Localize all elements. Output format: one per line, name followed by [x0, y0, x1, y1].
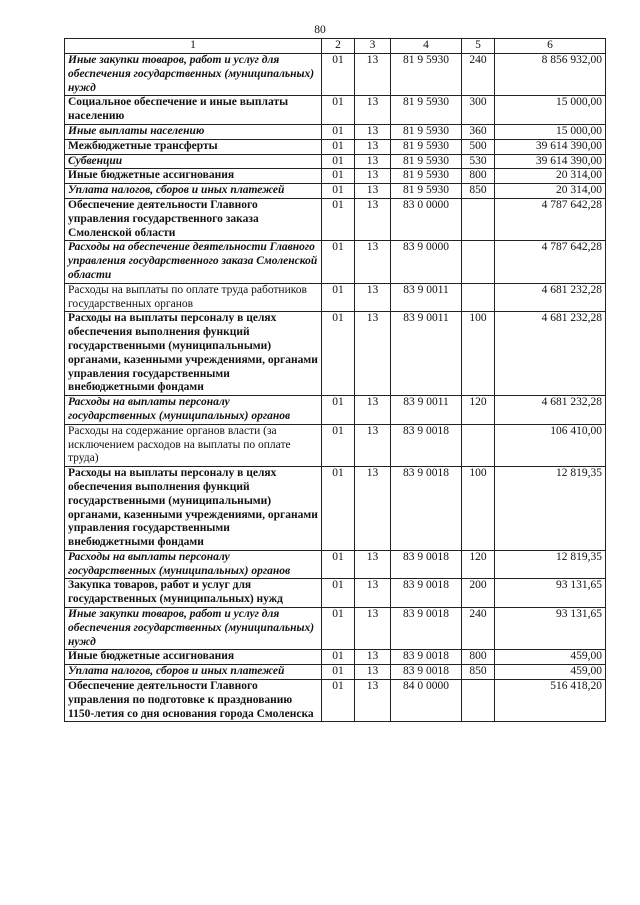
cell-amount: 12 819,35 [495, 550, 606, 579]
cell-target-code: 83 9 0011 [391, 283, 462, 312]
cell-target-code: 83 9 0018 [391, 650, 462, 665]
cell-name: Уплата налогов, сборов и иных платежей [65, 665, 322, 680]
cell-section: 01 [322, 608, 355, 650]
cell-section: 01 [322, 467, 355, 551]
cell-amount: 15 000,00 [495, 124, 606, 139]
cell-name: Иные закупки товаров, работ и услуг для обеспечения государственных (муниципальных) нужд [65, 608, 322, 650]
cell-subsection: 13 [355, 550, 391, 579]
table-row [65, 198, 606, 240]
cell-expense-type: 300 [462, 96, 495, 125]
cell-target-code: 83 9 0011 [391, 312, 462, 396]
cell-amount: 93 131,65 [495, 608, 606, 650]
cell-target-code: 83 9 0018 [391, 467, 462, 551]
cell-amount: 8 856 932,00 [495, 54, 606, 96]
cell-section: 01 [322, 124, 355, 139]
cell-section: 01 [322, 54, 355, 96]
cell-amount: 4 681 232,28 [495, 312, 606, 396]
header-col-2: 2 [322, 39, 355, 54]
cell-section: 01 [322, 241, 355, 283]
cell-section: 01 [322, 169, 355, 184]
table-row [65, 139, 606, 154]
cell-section: 01 [322, 96, 355, 125]
cell-name: Расходы на содержание органов власти (за исключением расходов на выплаты по оплате труда) [65, 424, 322, 466]
page-number: 80 [314, 24, 326, 36]
table-row [65, 169, 606, 184]
cell-name: Обеспечение деятельности Главного управления государственного заказа Смоленской области [65, 198, 322, 240]
cell-subsection: 13 [355, 169, 391, 184]
cell-target-code: 83 9 0011 [391, 396, 462, 425]
cell-amount: 15 000,00 [495, 96, 606, 125]
cell-name: Иные закупки товаров, работ и услуг для обеспечения государственных (муниципальных) нужд [65, 54, 322, 96]
cell-amount: 4 681 232,28 [495, 396, 606, 425]
cell-section: 01 [322, 424, 355, 466]
budget-table [64, 38, 606, 722]
cell-section: 01 [322, 139, 355, 154]
cell-name: Расходы на выплаты персоналу государственных (муниципальных) органов [65, 396, 322, 425]
cell-expense-type [462, 283, 495, 312]
cell-expense-type: 500 [462, 139, 495, 154]
cell-target-code: 83 9 0018 [391, 665, 462, 680]
table-row [65, 54, 606, 96]
cell-target-code: 83 0 0000 [391, 198, 462, 240]
header-col-5: 5 [462, 39, 495, 54]
cell-target-code: 83 9 0000 [391, 241, 462, 283]
cell-target-code: 83 9 0018 [391, 424, 462, 466]
cell-expense-type: 800 [462, 169, 495, 184]
cell-name: Социальное обеспечение и иные выплаты населению [65, 96, 322, 125]
cell-name: Закупка товаров, работ и услуг для государственных (муниципальных) нужд [65, 579, 322, 608]
cell-target-code: 81 9 5930 [391, 96, 462, 125]
table-row [65, 467, 606, 551]
cell-subsection: 13 [355, 139, 391, 154]
table-row [65, 154, 606, 169]
cell-section: 01 [322, 680, 355, 722]
table-row [65, 312, 606, 396]
cell-target-code: 81 9 5930 [391, 124, 462, 139]
cell-subsection: 13 [355, 54, 391, 96]
table-row [65, 680, 606, 722]
cell-amount: 4 787 642,28 [495, 198, 606, 240]
header-col-4: 4 [391, 39, 462, 54]
cell-section: 01 [322, 665, 355, 680]
cell-name: Субвенции [65, 154, 322, 169]
cell-name: Обеспечение деятельности Главного управления по подготовке к празднованию 1150-летия со дня основания города Смоленска [65, 680, 322, 722]
cell-amount: 20 314,00 [495, 184, 606, 199]
cell-expense-type: 200 [462, 579, 495, 608]
table-row [65, 550, 606, 579]
cell-name: Уплата налогов, сборов и иных платежей [65, 184, 322, 199]
cell-expense-type [462, 680, 495, 722]
cell-expense-type: 100 [462, 467, 495, 551]
cell-name: Расходы на выплаты персоналу в целях обеспечения выполнения функций государственными (муниципальными) органами, казенными учреждениями, органами управления государственными внебюджетными фондами [65, 312, 322, 396]
cell-expense-type: 850 [462, 184, 495, 199]
cell-subsection: 13 [355, 198, 391, 240]
cell-expense-type: 800 [462, 650, 495, 665]
cell-expense-type: 240 [462, 608, 495, 650]
cell-target-code: 83 9 0018 [391, 550, 462, 579]
cell-subsection: 13 [355, 608, 391, 650]
cell-target-code: 81 9 5930 [391, 184, 462, 199]
cell-name: Расходы на выплаты по оплате труда работников государственных органов [65, 283, 322, 312]
cell-target-code: 81 9 5930 [391, 169, 462, 184]
table-row [65, 283, 606, 312]
table-row [65, 650, 606, 665]
cell-subsection: 13 [355, 184, 391, 199]
cell-subsection: 13 [355, 241, 391, 283]
cell-subsection: 13 [355, 467, 391, 551]
cell-subsection: 13 [355, 283, 391, 312]
cell-subsection: 13 [355, 424, 391, 466]
cell-amount: 4 681 232,28 [495, 283, 606, 312]
cell-subsection: 13 [355, 665, 391, 680]
cell-expense-type: 240 [462, 54, 495, 96]
header-row [65, 39, 606, 54]
table-row [65, 396, 606, 425]
table-row [65, 184, 606, 199]
cell-subsection: 13 [355, 154, 391, 169]
cell-section: 01 [322, 198, 355, 240]
cell-expense-type [462, 424, 495, 466]
cell-target-code: 83 9 0018 [391, 579, 462, 608]
table-row [65, 665, 606, 680]
cell-name: Межбюджетные трансферты [65, 139, 322, 154]
cell-subsection: 13 [355, 396, 391, 425]
cell-expense-type: 100 [462, 312, 495, 396]
cell-amount: 20 314,00 [495, 169, 606, 184]
cell-section: 01 [322, 396, 355, 425]
cell-amount: 459,00 [495, 665, 606, 680]
cell-expense-type: 120 [462, 550, 495, 579]
table-body [65, 54, 606, 722]
cell-section: 01 [322, 184, 355, 199]
table-row [65, 241, 606, 283]
cell-expense-type [462, 241, 495, 283]
cell-target-code: 81 9 5930 [391, 139, 462, 154]
cell-name: Иные бюджетные ассигнования [65, 650, 322, 665]
cell-amount: 12 819,35 [495, 467, 606, 551]
table-row [65, 608, 606, 650]
cell-section: 01 [322, 283, 355, 312]
cell-amount: 106 410,00 [495, 424, 606, 466]
cell-amount: 39 614 390,00 [495, 139, 606, 154]
cell-target-code: 81 9 5930 [391, 54, 462, 96]
cell-expense-type: 850 [462, 665, 495, 680]
cell-section: 01 [322, 550, 355, 579]
cell-name: Расходы на обеспечение деятельности Главного управления государственного заказа Смоленской области [65, 241, 322, 283]
cell-subsection: 13 [355, 650, 391, 665]
cell-section: 01 [322, 312, 355, 396]
header-col-1: 1 [65, 39, 322, 54]
header-col-6: 6 [495, 39, 606, 54]
cell-subsection: 13 [355, 124, 391, 139]
cell-target-code: 83 9 0018 [391, 608, 462, 650]
cell-amount: 39 614 390,00 [495, 154, 606, 169]
cell-subsection: 13 [355, 680, 391, 722]
table-row [65, 579, 606, 608]
cell-section: 01 [322, 579, 355, 608]
table-row [65, 424, 606, 466]
cell-name: Иные бюджетные ассигнования [65, 169, 322, 184]
cell-amount: 4 787 642,28 [495, 241, 606, 283]
cell-expense-type: 120 [462, 396, 495, 425]
cell-target-code: 81 9 5930 [391, 154, 462, 169]
table-row [65, 96, 606, 125]
cell-subsection: 13 [355, 579, 391, 608]
cell-name: Расходы на выплаты персоналу в целях обеспечения выполнения функций государственными (муниципальными) органами, казенными учреждениями, органами управления государственными внебюджетными фондами [65, 467, 322, 551]
cell-section: 01 [322, 650, 355, 665]
cell-section: 01 [322, 154, 355, 169]
cell-name: Иные выплаты населению [65, 124, 322, 139]
cell-expense-type: 360 [462, 124, 495, 139]
cell-expense-type: 530 [462, 154, 495, 169]
cell-subsection: 13 [355, 96, 391, 125]
cell-amount: 93 131,65 [495, 579, 606, 608]
cell-amount: 459,00 [495, 650, 606, 665]
table-row [65, 124, 606, 139]
cell-expense-type [462, 198, 495, 240]
cell-subsection: 13 [355, 312, 391, 396]
cell-target-code: 84 0 0000 [391, 680, 462, 722]
cell-name: Расходы на выплаты персоналу государственных (муниципальных) органов [65, 550, 322, 579]
header-col-3: 3 [355, 39, 391, 54]
cell-amount: 516 418,20 [495, 680, 606, 722]
